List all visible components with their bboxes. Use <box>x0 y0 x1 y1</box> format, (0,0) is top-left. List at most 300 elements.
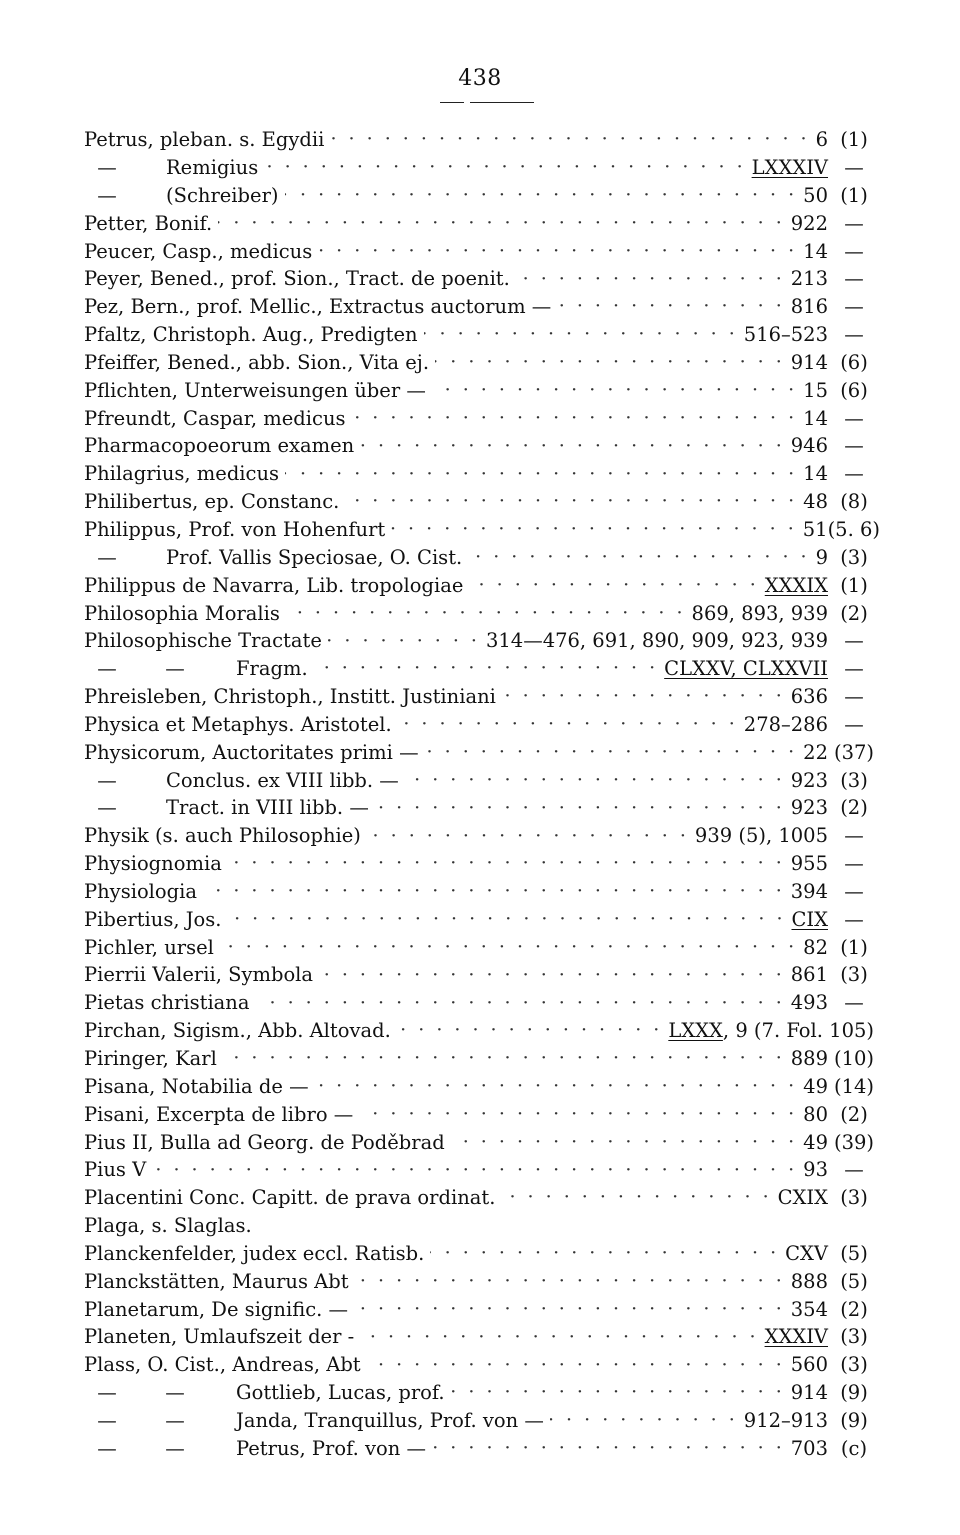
entry-heading <box>84 631 322 651</box>
entry-text: Conclus. ex VIII libb. — <box>166 768 399 792</box>
reference-value: 394 <box>790 879 828 903</box>
index-entry <box>84 739 880 767</box>
entry-text: Plass, O. Cist., Andreas, Abt <box>84 1353 361 1377</box>
page-reference <box>778 1188 828 1208</box>
page-reference <box>802 517 828 541</box>
ditto-dash: — <box>165 1381 185 1405</box>
entry-text: Pietas christiana <box>84 991 250 1015</box>
index-entry <box>84 822 880 850</box>
ditto-dash: — <box>97 768 117 792</box>
entry-heading <box>84 712 392 736</box>
page-reference <box>803 935 828 959</box>
dot-leader <box>550 1411 738 1430</box>
index-entry <box>84 1128 880 1156</box>
entry-text: Gottlieb, Lucas, prof. <box>236 1381 445 1405</box>
reference-value: 49 <box>803 1074 828 1098</box>
dot-leader <box>451 1383 785 1402</box>
page-reference <box>803 1074 828 1098</box>
index-entry <box>84 349 880 377</box>
index-entry <box>84 989 880 1017</box>
page-reference <box>815 545 828 569</box>
index-entry <box>84 321 880 349</box>
dot-leader <box>218 214 785 233</box>
entry-heading <box>84 378 426 402</box>
entry-heading <box>84 1188 495 1208</box>
entry-heading <box>84 1130 445 1154</box>
page-reference <box>691 601 828 625</box>
entry-heading <box>84 768 399 792</box>
entry-note: (3) <box>840 1353 868 1377</box>
index-entry <box>84 961 880 989</box>
index-entry <box>84 460 880 488</box>
dot-leader <box>502 687 785 706</box>
dot-leader <box>314 659 659 678</box>
dot-leader <box>360 437 785 456</box>
reference-value: 914 <box>790 350 828 374</box>
dot-leader <box>451 1133 797 1152</box>
entry-text: Placentini Conc. Capitt. de prava ordinat. <box>84 1186 496 1210</box>
ditto-marks <box>84 798 122 818</box>
ditto-marks <box>84 659 190 679</box>
entry-heading <box>84 1327 354 1347</box>
ditto-dash: — <box>97 1436 117 1460</box>
reference-value: XXXIX <box>764 573 828 597</box>
page-reference <box>791 1383 828 1403</box>
entry-text: Planckstätten, Maurus Abt <box>84 1269 349 1293</box>
page-reference <box>803 740 828 764</box>
reference-value: 48 <box>803 490 828 514</box>
entry-text: Philagrius, medicus <box>84 462 280 486</box>
entry-heading <box>84 325 418 345</box>
ditto-marks <box>84 1383 190 1403</box>
page-reference <box>803 1160 828 1180</box>
reference-value: 82 <box>803 935 828 959</box>
reference-value: 955 <box>790 852 828 876</box>
reference-value: 869, 893, 939 <box>691 601 828 625</box>
entry-note: — <box>844 406 864 430</box>
entry-text: Pfaltz, Christoph. Aug., Predigten <box>84 323 418 347</box>
entry-heading <box>84 406 346 430</box>
page-reference <box>790 350 828 374</box>
dot-leader <box>469 576 758 595</box>
entry-text: Physik (s. auch Philosophie) <box>84 824 361 848</box>
dot-leader <box>557 297 784 316</box>
reference-value: XXXIV <box>764 1325 828 1349</box>
index-entry <box>84 878 880 906</box>
ditto-dash: — <box>97 1381 117 1405</box>
dot-leader <box>286 604 686 623</box>
reference-value: 923 <box>790 768 828 792</box>
reference-value: 636 <box>790 685 828 709</box>
reference-value: 354 <box>790 1297 828 1321</box>
entry-heading <box>84 1049 217 1069</box>
ditto-dash: — <box>97 545 117 569</box>
entry-note: (1) <box>840 935 868 959</box>
page-reference <box>791 993 828 1013</box>
dot-leader <box>223 1049 785 1068</box>
entry-heading <box>84 826 361 846</box>
entry-heading <box>84 601 280 625</box>
index-entry <box>84 182 880 210</box>
reference-value: 939 (5), 1005 <box>694 824 828 848</box>
page-reference <box>752 158 828 178</box>
index-entry <box>84 655 880 683</box>
index-entry <box>84 1240 880 1268</box>
dot-leader <box>516 270 785 289</box>
entry-note: (2) <box>840 796 868 820</box>
index-entry <box>84 711 880 739</box>
entry-note: (3) <box>840 1186 868 1210</box>
entry-heading <box>84 1297 349 1321</box>
entry-note: — <box>844 657 864 681</box>
entry-heading <box>84 965 313 985</box>
entry-text: Philosophia Moralis <box>84 601 280 625</box>
dot-leader <box>203 882 785 901</box>
page-reference <box>803 183 828 207</box>
reference-value: 923 <box>790 796 828 820</box>
entry-text: Pfeiffer, Bened., abb. Sion., Vita ej. <box>84 350 430 374</box>
entry-text: Physiologia <box>84 879 198 903</box>
entry-note: — <box>844 991 864 1015</box>
entry-text: Tract. in VIII libb. — <box>166 796 369 820</box>
entry-text: Fragm. <box>236 657 308 681</box>
page-reference <box>791 965 828 985</box>
reference-value: 14 <box>803 462 828 486</box>
entry-note: — <box>844 907 864 931</box>
page-number-rule <box>440 102 534 103</box>
reference-value: 888 <box>790 1269 828 1293</box>
entry-text: Janda, Tranquillus, Prof. von — <box>236 1408 544 1432</box>
entry-text: Prof. Vallis Speciosae, O. Cist. <box>166 545 463 569</box>
dot-leader <box>432 1439 785 1458</box>
entry-note: (3) <box>840 1325 868 1349</box>
entry-heading <box>84 1241 425 1265</box>
entry-note: (6) <box>840 350 868 374</box>
index-entry <box>84 906 880 934</box>
reference-value: 49 <box>803 1130 828 1154</box>
page-reference <box>803 1102 828 1126</box>
index-entry <box>84 210 880 238</box>
entry-note: (10) <box>833 1047 875 1071</box>
entry-note: — <box>844 462 864 486</box>
reference-value: 912–913 <box>743 1408 828 1432</box>
reference-value: CIX <box>791 907 828 931</box>
dot-leader <box>397 1021 663 1040</box>
ditto-marks <box>84 1436 190 1460</box>
entry-text: Piringer, Karl <box>84 1047 217 1071</box>
page-reference <box>486 631 828 651</box>
page-reference <box>803 464 828 484</box>
entry-note: — <box>844 852 864 876</box>
entry-note: (2) <box>840 1297 868 1321</box>
entry-note: — <box>844 239 864 263</box>
entry-note: (3) <box>840 545 868 569</box>
entry-text: Planetarum, De signific. — <box>84 1297 349 1321</box>
entry-text: Philibertus, ep. Constanc. <box>84 490 340 514</box>
index-entry <box>84 1184 880 1212</box>
entry-text: Pirchan, Sigism., Abb. Altovad. <box>84 1019 391 1043</box>
index-entry <box>84 293 880 321</box>
dot-leader <box>405 771 785 790</box>
entry-heading <box>84 1408 544 1432</box>
index-entry <box>84 572 880 600</box>
entry-text: Physicorum, Auctoritates primi — <box>84 740 419 764</box>
reference-value: 93 <box>803 1158 828 1182</box>
entry-heading <box>84 907 222 931</box>
reference-value: LXXX <box>668 1019 723 1043</box>
ditto-dash: — <box>97 657 117 681</box>
page-reference <box>743 712 828 736</box>
entry-heading <box>84 687 496 707</box>
page-reference <box>664 659 828 679</box>
reference-value: 922 <box>790 211 828 235</box>
reference-value: 493 <box>790 991 828 1015</box>
reference-value: 914 <box>790 1381 828 1405</box>
entry-heading <box>84 158 258 178</box>
index-entry <box>84 404 880 432</box>
page-reference <box>744 325 828 345</box>
dot-leader <box>391 520 796 539</box>
page-reference <box>743 1408 828 1432</box>
page-number: 438 <box>458 66 502 91</box>
page-reference <box>791 854 828 874</box>
entry-heading <box>84 350 430 374</box>
entry-heading <box>84 211 213 235</box>
entry-heading <box>84 993 250 1013</box>
page-reference <box>790 211 828 235</box>
reference-value: 51 <box>802 517 828 541</box>
page-reference <box>803 492 828 512</box>
dot-leader <box>285 465 797 484</box>
entry-text: Physica et Metaphys. Aristotel. <box>84 712 392 736</box>
page-reference <box>791 687 828 707</box>
dot-leader <box>468 548 809 567</box>
dot-leader <box>501 1188 771 1207</box>
entry-text: Pierrii Valerii, Symbola <box>84 963 314 987</box>
index-entry <box>84 1351 880 1379</box>
index-entry <box>84 1435 880 1463</box>
entry-note: (6) <box>840 378 868 402</box>
entry-heading <box>84 297 551 317</box>
page-reference <box>785 1241 828 1265</box>
entry-heading <box>84 798 369 818</box>
entry-heading <box>84 1269 349 1293</box>
entry-heading <box>84 1355 361 1375</box>
entry-text: Physiognomia <box>84 852 222 876</box>
entry-note: (14) <box>833 1074 875 1098</box>
dot-leader <box>367 1356 785 1375</box>
entry-note: — <box>844 712 864 736</box>
entry-text: Plaga, s. Slaglas. <box>84 1214 252 1238</box>
entry-heading <box>84 879 198 903</box>
page-reference <box>791 1355 828 1375</box>
entry-note: — <box>844 1158 864 1182</box>
dot-leader <box>319 966 785 985</box>
reference-value: 6 <box>815 128 828 152</box>
entry-heading <box>84 1021 391 1041</box>
entry-heading <box>84 573 464 597</box>
entry-text: Planeten, Umlaufszeit der - <box>84 1325 355 1349</box>
entry-text: Petrus, Prof. von — <box>236 1436 427 1460</box>
entry-text: Petter, Bonif. <box>84 211 213 235</box>
dot-leader <box>360 1328 758 1347</box>
dot-leader <box>375 799 785 818</box>
page-reference <box>791 436 828 456</box>
index-entry <box>84 237 880 265</box>
entry-note: (5) <box>840 1269 868 1293</box>
dot-leader <box>354 1300 785 1319</box>
reference-value: 278–286 <box>743 712 828 736</box>
reference-value: 80 <box>803 1102 828 1126</box>
entry-note: (9) <box>840 1408 868 1432</box>
entry-note: — <box>844 211 864 235</box>
page-reference <box>791 297 828 317</box>
entry-note: (c) <box>840 1436 868 1460</box>
entry-heading <box>84 239 313 263</box>
index-entry <box>84 1073 880 1101</box>
entry-heading <box>84 854 222 874</box>
entry-heading <box>84 492 339 512</box>
entry-heading <box>84 1102 354 1126</box>
entry-note: (8) <box>840 490 868 514</box>
ditto-dash: — <box>97 796 117 820</box>
page-reference <box>695 826 828 846</box>
entry-text: Pflichten, Unterweisungen über — <box>84 378 426 402</box>
index-entry <box>84 1017 880 1045</box>
entry-heading <box>84 1074 309 1098</box>
entry-text: Peyer, Bened., prof. Sion., Tract. de poenit. <box>84 267 510 291</box>
entry-note: (37) <box>833 740 875 764</box>
dot-leader <box>256 994 785 1013</box>
index-entry <box>84 1045 880 1073</box>
index-entry <box>84 488 880 516</box>
page-reference <box>790 1269 828 1293</box>
entry-text: Pisana, Notabilia de — <box>84 1074 309 1098</box>
reference-value: LXXXIV <box>751 156 828 180</box>
index-entry <box>84 627 880 655</box>
entry-heading <box>84 464 279 484</box>
index-entry <box>84 683 880 711</box>
entry-note: — <box>844 824 864 848</box>
reference-value: CLXXV, CLXXVII <box>664 657 828 681</box>
index-entry <box>84 933 880 961</box>
page-reference <box>791 907 828 931</box>
page-reference <box>790 879 828 903</box>
entry-heading <box>84 1160 146 1180</box>
dot-leader <box>398 715 738 734</box>
index-entry <box>84 265 880 293</box>
entry-note: (1) <box>840 573 868 597</box>
entry-note: (1) <box>840 183 868 207</box>
dot-leader <box>318 242 797 261</box>
reference-value: 14 <box>803 239 828 263</box>
index-entry <box>84 1212 880 1240</box>
entry-heading <box>84 659 308 679</box>
ditto-marks <box>84 545 122 569</box>
index-list <box>84 126 880 1463</box>
ditto-dash: — <box>165 1408 185 1432</box>
index-entry <box>84 516 880 544</box>
page-reference <box>803 1130 828 1154</box>
entry-note: — <box>844 267 864 291</box>
entry-text: Philippus, Prof. von Hohenfurt <box>84 517 386 541</box>
page-reference <box>765 1327 828 1347</box>
ditto-marks <box>84 1408 190 1432</box>
page-reference <box>791 798 828 818</box>
entry-note: — <box>844 323 864 347</box>
reference-value: 314—476, 691, 890, 909, 923, 939 <box>485 629 828 653</box>
index-entry <box>84 1379 880 1407</box>
index-entry <box>84 599 880 627</box>
page-reference <box>790 768 828 792</box>
dot-leader <box>359 1105 797 1124</box>
dot-leader <box>355 1272 785 1291</box>
index-entry <box>84 794 880 822</box>
entry-heading <box>84 545 463 569</box>
reference-value: 15 <box>803 378 828 402</box>
reference-value: 50 <box>803 183 828 207</box>
dot-leader <box>264 158 745 177</box>
dot-leader <box>228 854 785 873</box>
entry-note: (9) <box>840 1381 868 1405</box>
dot-leader <box>315 1077 798 1096</box>
page-reference <box>803 406 828 430</box>
dot-leader <box>432 381 797 400</box>
entry-text: Pius II, Bulla ad Georg. de Poděbrad <box>84 1130 445 1154</box>
ditto-marks <box>84 158 122 178</box>
index-entry <box>84 1323 880 1351</box>
index-entry <box>84 432 880 460</box>
ditto-dash: — <box>165 1436 185 1460</box>
page-reference <box>791 1049 828 1069</box>
index-entry <box>84 850 880 878</box>
ditto-marks <box>84 183 122 207</box>
ditto-dash: — <box>165 657 185 681</box>
page-reference <box>790 1436 828 1460</box>
index-entry <box>84 1295 880 1323</box>
page-reference <box>764 573 828 597</box>
dot-leader <box>285 186 798 205</box>
entry-text: Pisani, Excerpta de libro — <box>84 1102 354 1126</box>
entry-text: Planckenfelder, judex eccl. Ratisb. <box>84 1241 425 1265</box>
reference-suffix: , 9 (7. Fol. 105) <box>722 1019 874 1043</box>
page-reference <box>816 130 828 150</box>
dot-leader <box>152 1161 797 1180</box>
entry-text: Pius V <box>84 1158 147 1182</box>
reference-value: 22 <box>803 740 828 764</box>
reference-value: CXV <box>785 1241 828 1265</box>
entry-heading <box>84 517 386 541</box>
entry-note: — <box>844 295 864 319</box>
entry-note: (5) <box>840 1241 868 1265</box>
reference-value: 861 <box>790 963 828 987</box>
entry-note: (2) <box>840 1102 868 1126</box>
entry-text: Philippus de Navarra, Lib. tropologiae <box>84 573 464 597</box>
dot-leader <box>345 492 797 511</box>
index-entry <box>84 766 880 794</box>
entry-note: — <box>844 434 864 458</box>
entry-note: — <box>844 879 864 903</box>
entry-text: Pez, Bern., prof. Mellic., Extractus auctorum — <box>84 295 552 319</box>
reference-value: 816 <box>790 295 828 319</box>
entry-note: (3) <box>840 963 868 987</box>
entry-note: — <box>844 156 864 180</box>
reference-value: 560 <box>790 1353 828 1377</box>
dot-leader <box>330 130 809 149</box>
page-reference <box>791 269 828 289</box>
reference-value: 889 <box>790 1047 828 1071</box>
entry-heading <box>84 1383 445 1403</box>
